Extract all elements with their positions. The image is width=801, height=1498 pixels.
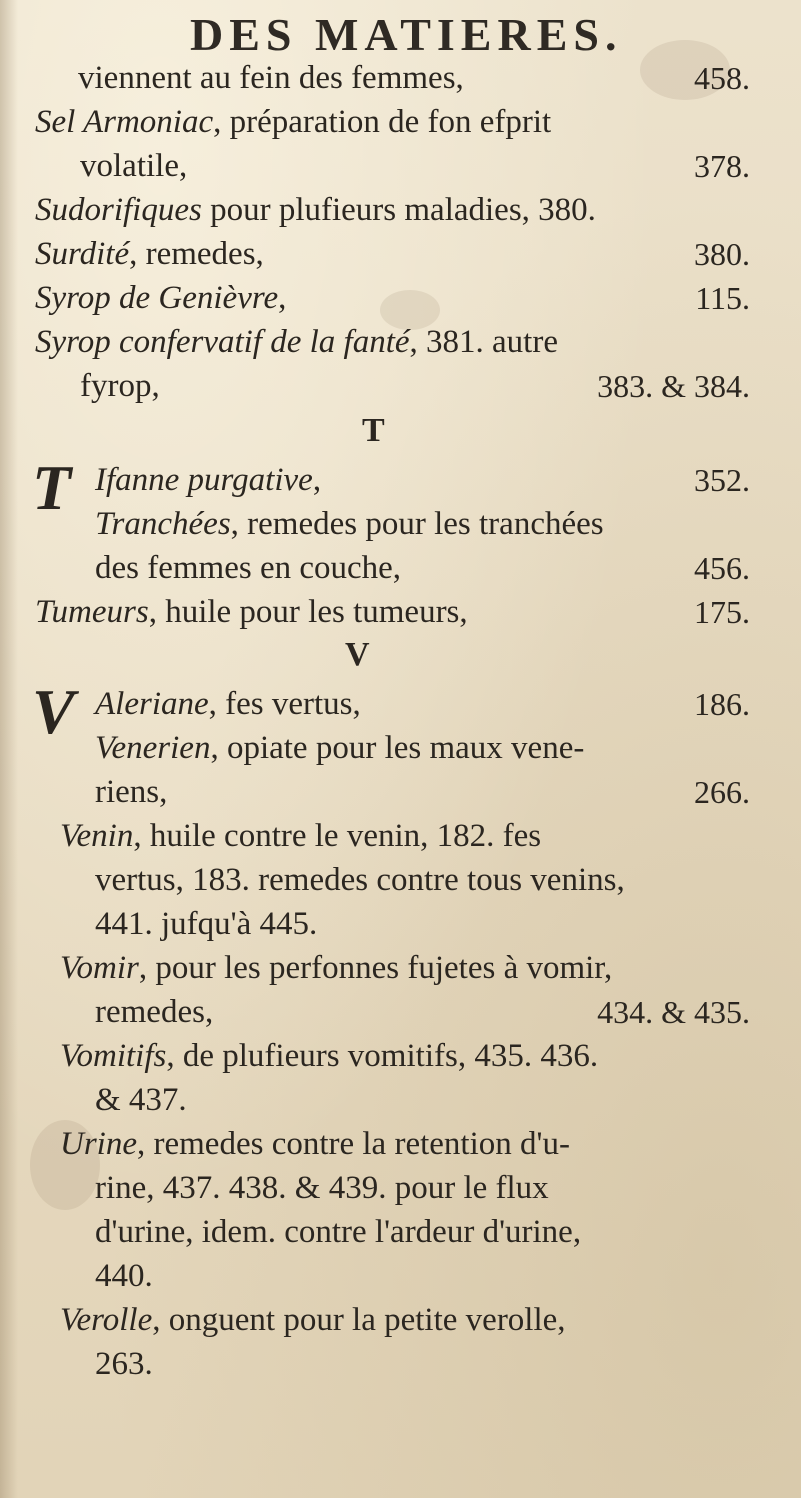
index-text: volatile, bbox=[80, 148, 188, 184]
index-text: , remedes pour les tranchées bbox=[230, 506, 604, 542]
index-text: d'urine, idem. contre l'ardeur d'urine, bbox=[95, 1214, 582, 1250]
index-keyword: Syrop de Genièvre bbox=[35, 280, 279, 316]
index-text: , bbox=[278, 280, 287, 316]
index-line bbox=[95, 860, 625, 900]
index-line bbox=[95, 1256, 153, 1296]
index-line bbox=[95, 1212, 581, 1252]
index-text: fyrop, bbox=[80, 368, 160, 404]
page-reference: 434. & 435. bbox=[597, 994, 750, 1030]
index-line bbox=[95, 1168, 549, 1208]
index-keyword: Venerien bbox=[95, 730, 211, 766]
page-header: DES MATIERES. bbox=[190, 9, 623, 60]
drop-cap-t: T bbox=[32, 452, 72, 523]
index-line bbox=[95, 1080, 187, 1120]
index-text: , bbox=[312, 462, 322, 498]
index-line bbox=[95, 772, 167, 812]
index-text: 263. bbox=[95, 1346, 153, 1382]
index-keyword: Verolle bbox=[60, 1302, 153, 1338]
index-line bbox=[95, 548, 401, 588]
index-line bbox=[60, 1124, 570, 1164]
page-reference: 383. & 384. bbox=[597, 368, 750, 404]
index-text: , 381. autre bbox=[409, 324, 558, 360]
index-line bbox=[95, 504, 604, 544]
index-line bbox=[95, 460, 321, 500]
index-text: , remedes, bbox=[129, 236, 264, 272]
index-text: riens, bbox=[95, 774, 168, 810]
page-reference: 186. bbox=[694, 686, 750, 722]
index-text: remedes, bbox=[95, 994, 214, 1030]
index-text: viennent au fein des femmes, bbox=[78, 60, 464, 96]
index-text: vertus, 183. remedes contre tous venins, bbox=[95, 862, 625, 898]
index-line bbox=[80, 146, 187, 186]
section-letter-t: T bbox=[362, 412, 385, 449]
index-keyword: Vomir bbox=[60, 950, 139, 986]
page-reference: 352. bbox=[694, 462, 750, 498]
index-keyword: Tumeurs bbox=[35, 594, 149, 630]
index-keyword: Sel Armoniac bbox=[35, 104, 214, 140]
index-text: pour plufieurs maladies, 380. bbox=[201, 192, 596, 228]
index-line bbox=[35, 322, 558, 362]
index-keyword: Venin bbox=[60, 818, 134, 854]
index-keyword: Aleriane bbox=[95, 686, 209, 722]
index-text: , remedes contre la retention d'u- bbox=[137, 1126, 570, 1162]
index-text: rine, 437. 438. & 439. pour le flux bbox=[95, 1170, 549, 1206]
index-line bbox=[60, 816, 541, 856]
index-line bbox=[95, 1344, 153, 1384]
index-line bbox=[95, 992, 213, 1032]
index-line bbox=[80, 366, 160, 406]
index-text: 440. bbox=[95, 1258, 153, 1294]
index-text: 441. jufqu'à 445. bbox=[95, 906, 318, 942]
index-line bbox=[35, 592, 468, 632]
index-text: , onguent pour la petite verolle, bbox=[152, 1302, 566, 1338]
page-reference: 458. bbox=[694, 60, 750, 96]
index-line bbox=[60, 1300, 566, 1340]
section-letter-v: V bbox=[345, 636, 370, 673]
index-line bbox=[60, 948, 612, 988]
index-keyword: Sudorifiques bbox=[35, 192, 202, 228]
page-reference: 115. bbox=[695, 280, 750, 316]
page-reference: 378. bbox=[694, 148, 750, 184]
index-text: , huile pour les tumeurs, bbox=[148, 594, 468, 630]
index-keyword: Urine bbox=[60, 1126, 137, 1162]
index-line bbox=[60, 1036, 598, 1076]
index-text: & 437. bbox=[95, 1082, 187, 1118]
page-reference: 175. bbox=[694, 594, 750, 630]
index-line bbox=[35, 278, 286, 318]
drop-cap-v: V bbox=[32, 676, 75, 747]
index-line bbox=[35, 190, 596, 230]
index-text: , préparation de fon efprit bbox=[213, 104, 552, 140]
index-keyword: Ifanne purgative bbox=[95, 462, 313, 498]
index-line bbox=[35, 234, 264, 274]
page-edge-shadow bbox=[0, 0, 18, 1498]
page-reference: 380. bbox=[694, 236, 750, 272]
index-keyword: Vomitifs bbox=[60, 1038, 167, 1074]
index-text: , pour les perfonnes fujetes à vomir, bbox=[138, 950, 613, 986]
index-line bbox=[35, 102, 551, 142]
index-text: des femmes en couche, bbox=[95, 550, 402, 586]
page-reference: 266. bbox=[694, 774, 750, 810]
index-keyword: Tranchées bbox=[95, 506, 231, 542]
index-text: , opiate pour les maux vene- bbox=[210, 730, 585, 766]
index-line bbox=[78, 58, 464, 98]
index-line bbox=[95, 728, 584, 768]
index-keyword: Surdité bbox=[35, 236, 130, 272]
index-line bbox=[95, 684, 361, 724]
index-line bbox=[95, 904, 317, 944]
index-text: , huile contre le venin, 182. fes bbox=[133, 818, 542, 854]
index-text: , fes vertus, bbox=[208, 686, 361, 722]
index-keyword: Syrop confervatif de la fanté bbox=[35, 324, 410, 360]
page-reference: 456. bbox=[694, 550, 750, 586]
index-text: , de plufieurs vomitifs, 435. 436. bbox=[166, 1038, 599, 1074]
